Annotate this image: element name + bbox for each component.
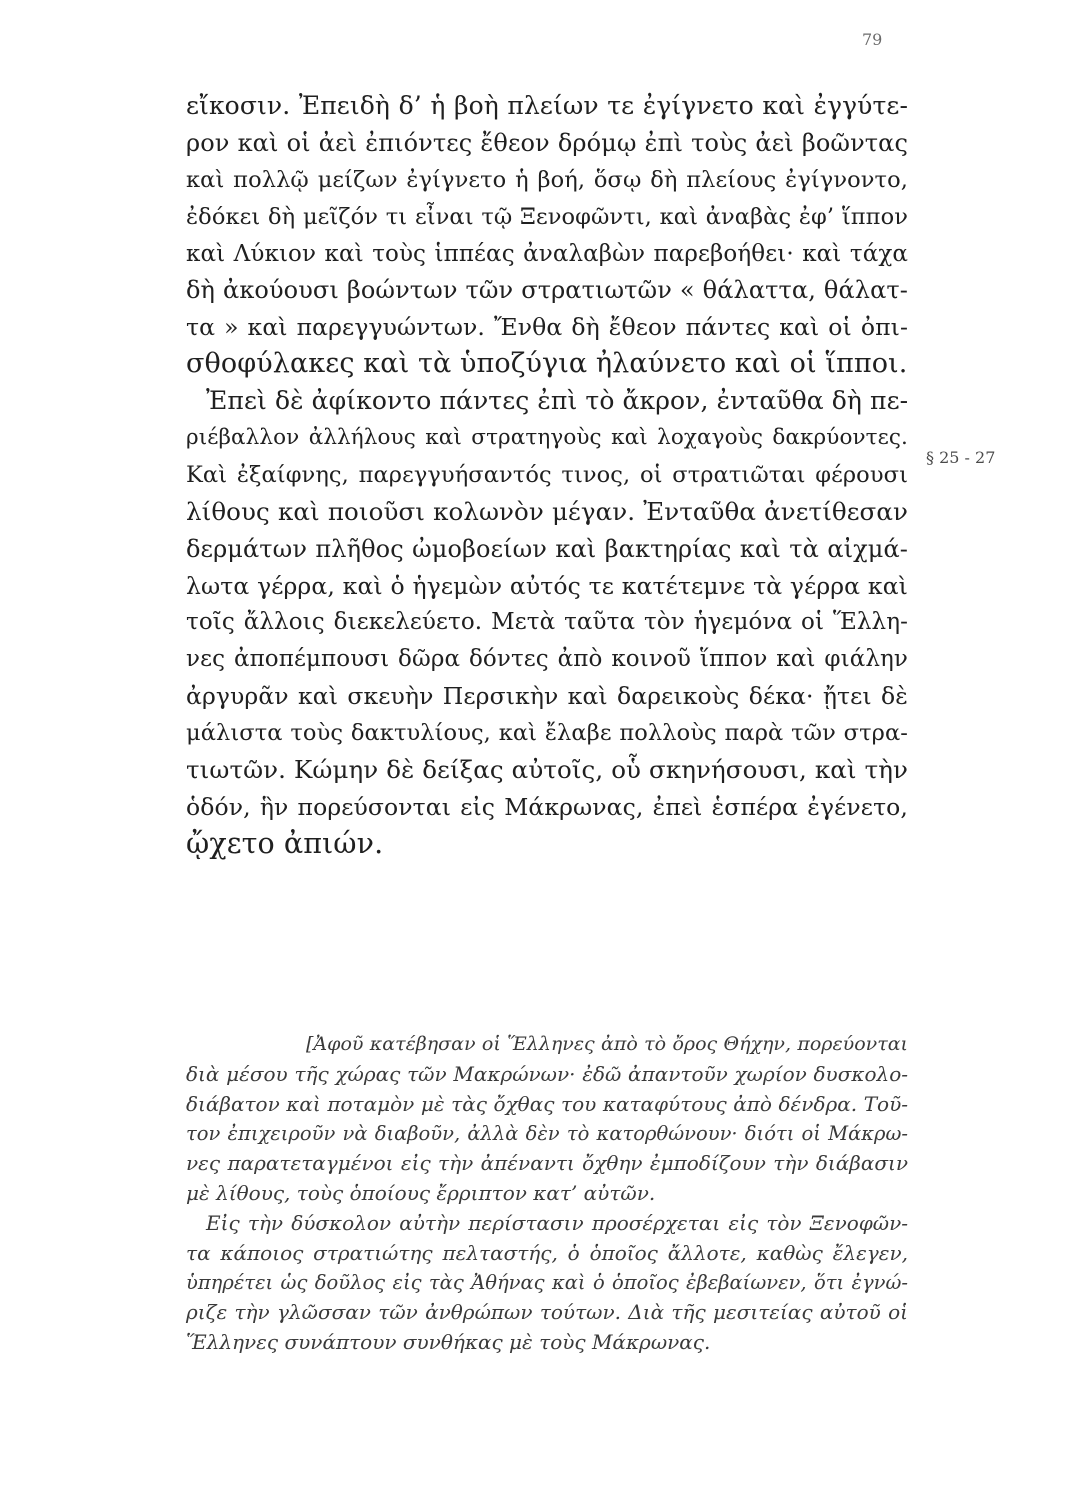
summary-line: τον ἐπιχειροῦν νὰ διαβοῦν, ἀλλὰ δὲν τὸ κατορθώνουν· διότι οἱ Μάκρω- <box>186 1122 908 1146</box>
main-text-line: μάλιστα τοὺς δακτυλίους, καὶ ἔλαβε πολλοὺς παρὰ τῶν στρα- <box>186 720 908 747</box>
section-margin-note: § 25 - 27 <box>926 448 996 467</box>
main-text-line: τοῖς ἄλλοις διεκελεύετο. Μετὰ ταῦτα τὸν ἡγεμόνα οἱ Ἕλλη- <box>186 609 908 636</box>
summary-line: νες παρατεταγμένοι εἰς τὴν ἀπέναντι ὄχθην ἐμποδίζουν τὴν διάβασιν <box>186 1151 908 1176</box>
main-greek-text <box>186 88 908 863</box>
main-text-line: ριέβαλλον ἀλλήλους καὶ στρατηγοὺς καὶ λοχαγοὺς δακρύοντες. <box>186 425 908 451</box>
main-text-line: τιωτῶν. Κώμην δὲ δείξας αὐτοῖς, οὗ σκηνήσουσι, καὶ τὴν <box>186 755 908 785</box>
main-text-line: δὴ ἀκούουσι βοώντων τῶν στρατιωτῶν « θάλαττα, θάλατ- <box>186 276 908 305</box>
main-text-line: ᾤχετο ἀπιών. <box>186 826 384 860</box>
summary-line: διὰ μέσου τῆς χώρας τῶν Μακρώνων· ἐδῶ ἀπαντοῦν χωρίον δυσκολο- <box>186 1061 908 1086</box>
main-text-line: τα » καὶ παρεγγυώντων. Ἔνθα δὴ ἔθεον πάντες καὶ οἱ ὀπι- <box>186 313 908 342</box>
main-text-line: σθοφύλακες καὶ τὰ ὑποζύγια ἠλαύνετο καὶ οἱ ἵπποι. <box>186 348 908 380</box>
summary-line: Εἰς τὴν δύσκολον αὐτὴν περίστασιν προσέρχεται εἰς τὸν Ξενοφῶν- <box>206 1210 908 1235</box>
summary-line: [Ἀφοῦ κατέβησαν οἱ Ἕλληνες ἀπὸ τὸ ὄρος Θήχην, πορεύονται <box>306 1033 908 1055</box>
page-number: 79 <box>862 30 883 49</box>
summary-line: μὲ λίθους, τοὺς ὁποίους ἔρριπτον κατ’ αὐτῶν. <box>186 1180 656 1205</box>
main-text-line: καὶ πολλῷ μείζων ἐγίγνετο ἡ βοή, ὅσῳ δὴ πλείους ἐγίγνοντο, <box>186 166 908 193</box>
main-text-line: καὶ Λύκιον καὶ τοὺς ἱππέας ἀναλαβὼν παρεβοήθει· καὶ τάχα <box>186 240 908 267</box>
summary-line: διάβατον καὶ ποταμὸν μὲ τὰς ὄχθας του καταφύτους ἀπὸ δένδρα. Τοῦ- <box>186 1091 908 1116</box>
main-text-line: Ἐπεὶ δὲ ἀφίκοντο πάντες ἐπὶ τὸ ἄκρον, ἐνταῦθα δὴ πε- <box>206 386 909 416</box>
main-text-line: λωτα γέρρα, καὶ ὁ ἡγεμὼν αὐτός τε κατέτεμνε τὰ γέρρα καὶ <box>186 571 908 600</box>
summary-line: τα κάποιος στρατιώτης πελταστής, ὁ ὁποῖος ἄλλοτε, καθὼς ἔλεγεν, <box>186 1240 908 1265</box>
main-text-line: ἀργυρᾶν καὶ σκευὴν Περσικὴν καὶ δαρεικοὺς δέκα· ᾔτει δὲ <box>186 682 908 711</box>
summary-paragraph <box>186 1030 908 1358</box>
main-text-line: ὁδόν, ἣν πορεύσονται εἰς Μάκρωνας, ἐπεὶ ἑσπέρα ἐγένετο, <box>186 792 908 821</box>
main-text-line: δερμάτων πλῆθος ὠμοβοείων καὶ βακτηρίας καὶ τὰ αἰχμά- <box>186 534 908 563</box>
main-text-line: λίθους καὶ ποιοῦσι κολωνὸν μέγαν. Ἐνταῦθα ἀνετίθεσαν <box>186 496 908 526</box>
main-text-line: νες ἀποπέμπουσι δῶρα δόντες ἀπὸ κοινοῦ ἵππον καὶ φιάλην <box>186 646 908 673</box>
summary-line: Ἕλληνες συνάπτουν συνθήκας μὲ τοὺς Μάκρωνας. <box>186 1329 711 1354</box>
main-text-line: εἴκοσιν. Ἐπειδὴ δ’ ἡ βοὴ πλείων τε ἐγίγνετο καὶ ἐγγύτε- <box>186 91 908 120</box>
summary-line: ριζε τὴν γλῶσσαν τῶν ἀνθρώπων τούτων. Διὰ τῆς μεσιτείας αὐτοῦ οἱ <box>186 1300 908 1325</box>
main-text-line: ἐδόκει δὴ μεῖζόν τι εἶναι τῷ Ξενοφῶντι, καὶ ἀναβὰς ἐφ’ ἵππον <box>186 203 908 230</box>
main-text-line: Καὶ ἐξαίφνης, παρεγγυήσαντός τινος, οἱ στρατιῶται φέρουσι <box>186 461 908 488</box>
summary-line: ὑπηρέτει ὡς δοῦλος εἰς τὰς Ἀθήνας καὶ ὁ ὁποῖος ἐβεβαίωνεν, ὅτι ἐγνώ- <box>186 1271 908 1295</box>
main-text-line: ρον καὶ οἱ ἀεὶ ἐπιόντες ἔθεον δρόμῳ ἐπὶ τοὺς ἀεὶ βοῶντας <box>186 128 908 157</box>
